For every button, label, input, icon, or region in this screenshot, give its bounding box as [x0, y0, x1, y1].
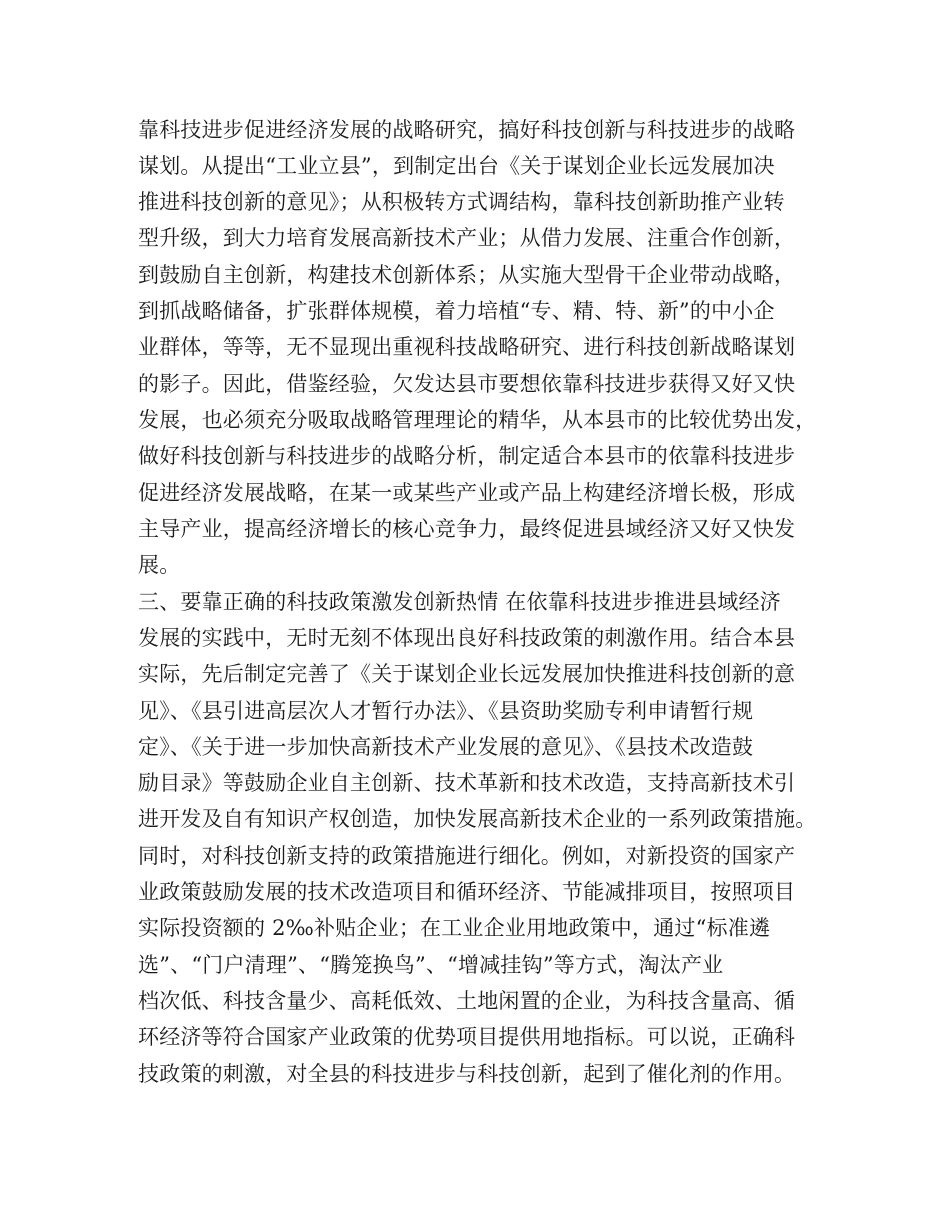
text-line: 促进经济发展战略，在某一或某些产业或产品上构建经济增长极，形成: [138, 481, 796, 505]
text-line: 励目录》等鼓励企业自主创新、技术革新和技术改造，支持高新技术引: [138, 771, 796, 795]
text-line: 发展的实践中，无时无刻不体现出良好科技政策的刺激作用。结合本县: [138, 626, 796, 650]
text-line: 到鼓励自主创新，构建技术创新体系；从实施大型骨干企业带动战略，: [138, 263, 796, 287]
text-line: 同时，对科技创新支持的政策措施进行细化。例如，对新投资的国家产: [138, 844, 796, 868]
text-line: 的影子。因此，借鉴经验，欠发达县市要想依靠科技进步获得又好又快: [138, 372, 796, 396]
text-line: 环经济等符合国家产业政策的优势项目提供用地指标。可以说，正确科: [138, 1025, 796, 1049]
text-line: 业政策鼓励发展的技术改造项目和循环经济、节能减排项目，按照项目: [138, 880, 796, 904]
text-line: 业群体，等等，无不显现出重视科技战略研究、进行科技创新战略谋划: [138, 335, 796, 359]
text-line: 选”、“门户清理”、“腾笼换鸟”、“增减挂钩”等方式，淘汰产业: [138, 953, 724, 977]
text-line: 实际，先后制定完善了《关于谋划企业长远发展加快推进科技创新的意: [138, 662, 796, 686]
section-heading-line: 三、要靠正确的科技政策激发创新热情 在依靠科技进步推进县域经济: [138, 590, 781, 614]
text-line: 靠科技进步促进经济发展的战略研究，搞好科技创新与科技进步的战略: [138, 118, 796, 142]
text-line: 推进科技创新的意见》；从积极转方式调结构，靠科技创新助推产业转: [138, 190, 785, 214]
text-line: 做好科技创新与科技进步的战略分析，制定适合本县市的依靠科技进步: [138, 444, 796, 468]
text-line: 定》、《关于进一步加快高新技术产业发展的意见》、《县技术改造鼓: [138, 735, 754, 759]
text-line: 展。: [138, 553, 181, 577]
text-line: 发展，也必须充分吸取战略管理理论的精华，从本县市的比较优势出发，: [138, 408, 817, 432]
text-line: 进开发及自有知识产权创造，加快发展高新技术企业的一系列政策措施。: [138, 807, 817, 831]
text-line: 型升级，到大力培育发展高新技术产业；从借力发展、注重合作创新，: [138, 226, 796, 250]
text-line: 档次低、科技含量少、高耗低效、土地闲置的企业，为科技含量高、循: [138, 989, 796, 1013]
text-line: 技政策的刺激，对全县的科技进步与科技创新，起到了催化剂的作用。: [138, 1062, 796, 1086]
text-line: 实际投资额的 2‰补贴企业；在工业企业用地政策中，通过“标准遴: [138, 916, 771, 940]
text-line: 到抓战略储备，扩张群体规模，着力培植“专、精、特、新”的中小企: [138, 299, 775, 323]
text-line: 主导产业，提高经济增长的核心竞争力，最终促进县域经济又好又快发: [138, 517, 796, 541]
text-line: 见》、《县引进高层次人才暂行办法》、《县资助奖励专利申请暂行规: [138, 699, 754, 723]
text-line: 谋划。从提出“工业立县”，到制定出台《关于谋划企业长远发展加决: [138, 154, 775, 178]
